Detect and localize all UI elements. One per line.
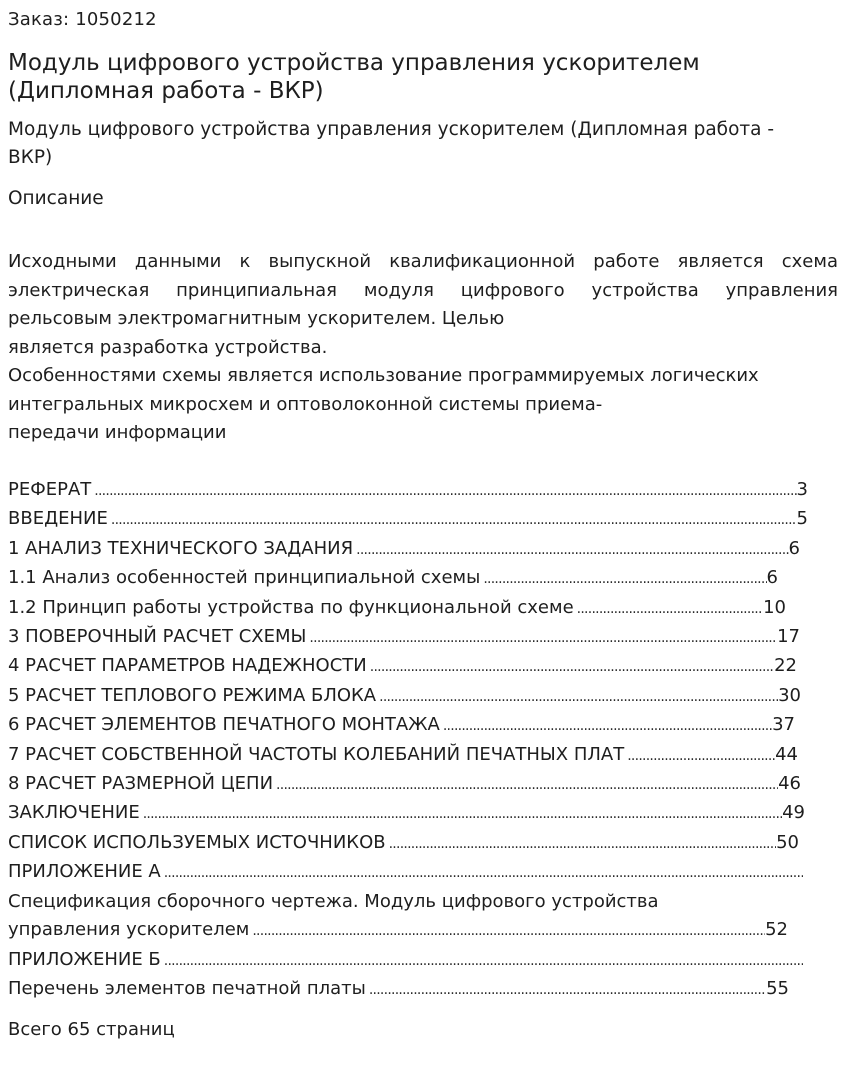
toc-item-title: 1 АНАЛИЗ ТЕХНИЧЕСКОГО ЗАДАНИЯ xyxy=(8,537,354,559)
toc-item-title: 1.1 Анализ особенностей принципиальной схемы xyxy=(8,567,481,589)
toc-item-title: Спецификация сборочного чертежа. Модуль цифрового устройства xyxy=(8,890,659,912)
description-line: является разработка устройства. xyxy=(8,336,328,358)
page-title: Модуль цифрового устройства управления ускорителем (Дипломная работа - ВКР) xyxy=(8,50,700,104)
order-number: Заказ: 1050212 xyxy=(8,9,157,30)
toc-item-page: 37 xyxy=(772,714,795,736)
toc-item-page: 52 xyxy=(765,919,788,941)
toc-item-page: 30 xyxy=(778,684,801,706)
toc-item xyxy=(8,799,805,828)
toc-item-page: 10 xyxy=(763,596,786,618)
toc-leader xyxy=(161,946,803,975)
toc-leader xyxy=(367,652,774,681)
toc-leader xyxy=(624,741,775,770)
toc-item-title: 6 РАСЧЕТ ЭЛЕМЕНТОВ ПЕЧАТНОГО МОНТАЖА xyxy=(8,714,440,736)
toc-item-page: 55 xyxy=(766,977,789,999)
table-of-contents xyxy=(8,476,838,1004)
toc-leader xyxy=(386,829,776,858)
toc-leader xyxy=(161,858,803,887)
toc-item-page: 44 xyxy=(775,743,798,765)
toc-item-title: 5 РАСЧЕТ ТЕПЛОВОГО РЕЖИМА БЛОКА xyxy=(8,684,377,706)
toc-item-title: 4 РАСЧЕТ ПАРАМЕТРОВ НАДЕЖНОСТИ xyxy=(8,655,367,677)
description-line: интегральных микросхем и оптоволоконной системы приема- xyxy=(8,393,603,415)
toc-leader xyxy=(273,770,778,799)
toc-item-title: ПРИЛОЖЕНИЕ Б xyxy=(8,948,161,970)
toc-leader xyxy=(353,535,788,564)
description-line: электрическая принципиальная модуля цифрового устройства управления xyxy=(8,279,838,301)
toc-item xyxy=(8,975,789,1004)
toc-item xyxy=(8,916,788,945)
toc-item xyxy=(8,682,801,711)
toc-item xyxy=(8,858,803,887)
toc-item-page: 22 xyxy=(774,655,797,677)
toc-item-page: 46 xyxy=(778,773,801,795)
toc-leader xyxy=(376,682,778,711)
toc-item-page: 5 xyxy=(796,508,808,530)
toc-item xyxy=(8,711,795,740)
description-line: рельсовым электромагнитным ускорителем. Целью xyxy=(8,308,505,329)
toc-item-title: 8 РАСЧЕТ РАЗМЕРНОЙ ЦЕПИ xyxy=(8,773,274,795)
toc-leader xyxy=(366,975,766,1004)
toc-item xyxy=(8,564,778,593)
toc-item-title: 3 ПОВЕРОЧНЫЙ РАСЧЕТ СХЕМЫ xyxy=(8,626,307,648)
toc-item xyxy=(8,829,799,858)
page-subtitle: Модуль цифрового устройства управления ускорителем (Дипломная работа - ВКР) xyxy=(8,119,775,168)
toc-item-page: 49 xyxy=(782,802,805,824)
description-heading: Описание xyxy=(8,188,104,209)
description-line: передачи информации xyxy=(8,422,227,443)
toc-leader xyxy=(306,623,777,652)
toc-item-title: СПИСОК ИСПОЛЬЗУЕМЫХ ИСТОЧНИКОВ xyxy=(8,831,386,853)
toc-item xyxy=(8,652,797,681)
toc-item-title: 7 РАСЧЕТ СОБСТВЕННОЙ ЧАСТОТЫ КОЛЕБАНИЙ ПЕЧАТНЫХ ПЛАТ xyxy=(8,743,625,765)
toc-item xyxy=(8,594,786,623)
toc-item xyxy=(8,623,800,652)
toc-item-title: управления ускорителем xyxy=(8,919,250,941)
toc-leader xyxy=(480,564,766,593)
toc-leader xyxy=(140,799,782,828)
toc-leader xyxy=(440,711,772,740)
toc-item xyxy=(8,476,808,505)
toc-item-page: 3 xyxy=(796,479,808,500)
toc-leader xyxy=(249,916,765,945)
toc-leader xyxy=(108,505,797,534)
toc-item xyxy=(8,505,808,534)
toc-item-page: 6 xyxy=(788,537,800,559)
toc-item-title: 1.2 Принцип работы устройства по функциональной схеме xyxy=(8,596,574,618)
toc-item-title: РЕФЕРАТ xyxy=(8,479,92,500)
toc-item-title: ВВЕДЕНИЕ xyxy=(8,508,108,530)
toc-leader xyxy=(91,476,796,505)
toc-item-title: Перечень элементов печатной платы xyxy=(8,977,366,999)
toc-item-title: ПРИЛОЖЕНИЕ А xyxy=(8,861,161,883)
toc-item-page: 6 xyxy=(766,567,778,589)
toc-item-page: 17 xyxy=(777,626,800,648)
toc-item xyxy=(8,770,801,799)
toc-item-page: 50 xyxy=(776,831,799,853)
toc-item-title: ЗАКЛЮЧЕНИЕ xyxy=(8,802,140,824)
toc-item xyxy=(8,535,800,564)
description-text xyxy=(8,248,838,448)
description-line: Особенностями схемы является использование программируемых логических xyxy=(8,365,759,386)
toc-leader xyxy=(574,594,763,623)
total-pages: Всего 65 страниц xyxy=(8,1019,175,1040)
toc-item xyxy=(8,946,803,975)
toc-item xyxy=(8,741,798,770)
description-line: Исходными данными к выпускной квалификационной работе является схема xyxy=(8,251,838,272)
